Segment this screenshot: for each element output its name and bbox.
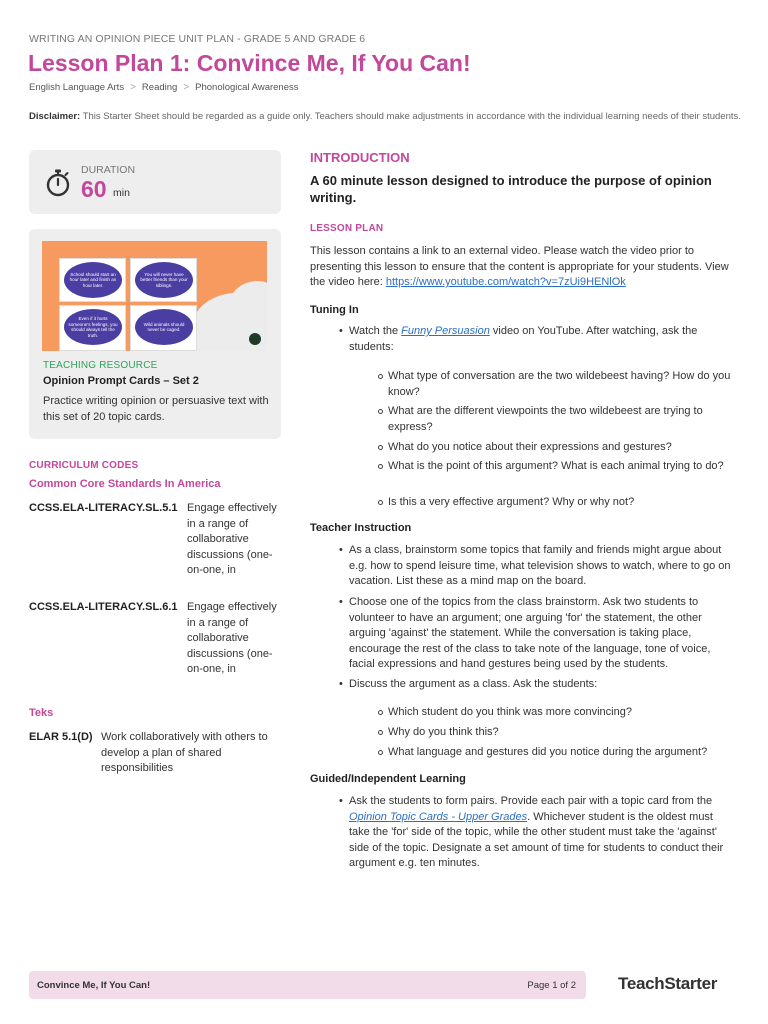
duration-label: DURATION (81, 164, 136, 176)
breadcrumb-item[interactable]: Reading (141, 82, 178, 93)
opinion-topic-cards-link[interactable]: Opinion Topic Cards - Upper Grades (349, 810, 528, 823)
question-item: What language and gestures did you notice during the argument? (378, 745, 738, 761)
brand-logo: TeachStarter (618, 974, 718, 993)
question-item: What do you notice about their expressions and gestures? (378, 440, 738, 456)
list-item: • Discuss the argument as a class. Ask the students: (339, 677, 734, 693)
duration-card (29, 150, 281, 214)
list-item: • As a class, brainstorm some topics that family and friends might argue about e.g. how to spend leisure time, what television shows to watch, where to go on vacation. List these as a mind map on the board. (339, 543, 734, 590)
teaching-resource-card[interactable] (29, 229, 281, 439)
page-title: Lesson Plan 1: Convince Me, If You Can! (28, 50, 471, 76)
chevron-right-icon: > (183, 82, 190, 93)
question-item: What type of conversation are the two wildebeest having? How do you know? (378, 369, 738, 400)
lesson-plan-text: This lesson contains a link to an external video. Please watch the video prior to presenting this lesson to ensure that the content is appropriate for your students. View the video here: (310, 245, 729, 288)
list-item (339, 324, 734, 355)
tuning-in-heading: Tuning In (310, 304, 359, 316)
list-item: • Choose one of the topics from the class brainstorm. Ask two students to volunteer to have an argument; one arguing 'for' the statement, the other arguing 'against' the statement. While the conversation is taking place, encourage the rest of the class to take note of the language, tone of voice, facial expressions and hand gestures being used by the students. (339, 595, 734, 673)
page-footer (29, 971, 586, 999)
duration-value: 60 (81, 176, 107, 202)
stopwatch-icon (45, 169, 71, 197)
funny-persuasion-link[interactable]: Funny Persuasion (401, 325, 490, 337)
card-bubble: Even if it hurts someone's feelings, you should always tell the truth. (64, 309, 122, 345)
bullet-text: Ask the students to form pairs. Provide each pair with a topic card from the (349, 795, 713, 807)
teachstarter-logo-icon (249, 333, 261, 345)
video-link[interactable]: https://www.youtube.com/watch?v=7zUi9HENlOk (385, 276, 626, 288)
curriculum-code[interactable]: CCSS.ELA-LITERACY.SL.5.1 (29, 502, 178, 514)
teks-code[interactable]: ELAR 5.1(D) (29, 731, 93, 743)
standard-name: Common Core Standards In America (29, 478, 221, 490)
unit-kicker: WRITING AN OPINION PIECE UNIT PLAN - GRADE 5 AND GRADE 6 (29, 33, 366, 45)
resource-description: Practice writing opinion or persuasive text with this set of 20 topic cards. (43, 395, 269, 423)
card-bubble: You will never have better friends than your siblings. (135, 262, 193, 298)
question-item: Is this a very effective argument? Why or why not? (378, 495, 738, 511)
curriculum-code[interactable]: CCSS.ELA-LITERACY.SL.6.1 (29, 601, 178, 613)
lesson-plan-heading: LESSON PLAN (310, 223, 384, 234)
list-item (339, 794, 734, 872)
question-item: What is the point of this argument? What is each animal trying to do? (378, 459, 738, 475)
introduction-heading: INTRODUCTION (310, 150, 410, 165)
bullet-text: Watch the (349, 325, 402, 337)
lesson-plan-paragraph (310, 244, 738, 291)
card-bubble: Wild animals should never be caged. (135, 309, 193, 345)
card-bubble: School should start an hour later and finish an hour later. (64, 262, 122, 298)
chevron-right-icon: > (130, 82, 136, 93)
prompt-card (59, 258, 126, 302)
resource-name[interactable]: Opinion Prompt Cards – Set 2 (43, 375, 199, 387)
breadcrumb-item[interactable]: English Language Arts (29, 82, 125, 93)
prompt-card (59, 305, 126, 351)
bullet-text: video on YouTube. After watching, ask the students: (349, 325, 698, 353)
introduction-lead: A 60 minute lesson designed to introduce the purpose of opinion writing. (310, 173, 712, 205)
disclaimer-text: This Starter Sheet should be regarded as a guide only. Teachers should make adjustments in accordance with the individual learning needs of their students. (82, 111, 741, 122)
resource-thumbnail[interactable] (42, 241, 267, 351)
teks-code-desc: Work collaboratively with others to develop a plan of shared responsibilities (101, 731, 268, 774)
teacher-instruction-heading: Teacher Instruction (310, 522, 412, 534)
disclaimer-label: Disclaimer: (29, 111, 81, 122)
page-number: Page 1 of 2 (527, 980, 576, 991)
bullet-text: . Whichever student is the oldest must take the 'for' side of the topic, while the other student must take the 'against' side of the topic. Designate a set amount of time for students to conduct their argument e.g. ten minutes. (349, 810, 724, 869)
curriculum-heading: CURRICULUM CODES (29, 460, 139, 471)
question-item: Why do you think this? (378, 725, 738, 741)
question-item: What are the different viewpoints the two wildebeest are trying to express? (378, 404, 738, 435)
breadcrumb (29, 82, 299, 93)
curriculum-code-desc: Engage effectively in a range of collaborative discussions (one-on-one, in (187, 502, 277, 576)
guided-learning-heading: Guided/Independent Learning (310, 773, 466, 785)
question-item: Which student do you think was more convincing? (378, 705, 738, 721)
resource-type: TEACHING RESOURCE (43, 360, 158, 371)
curriculum-code-desc: Engage effectively in a range of collaborative discussions (one-on-one, in (187, 601, 277, 675)
duration-unit: min (113, 187, 130, 199)
breadcrumb-item[interactable]: Phonological Awareness (195, 82, 299, 93)
footer-lesson-title: Convince Me, If You Can! (37, 980, 151, 991)
disclaimer (29, 110, 744, 123)
prompt-card (130, 305, 197, 351)
teks-heading: Teks (29, 707, 54, 719)
prompt-card (130, 258, 197, 302)
